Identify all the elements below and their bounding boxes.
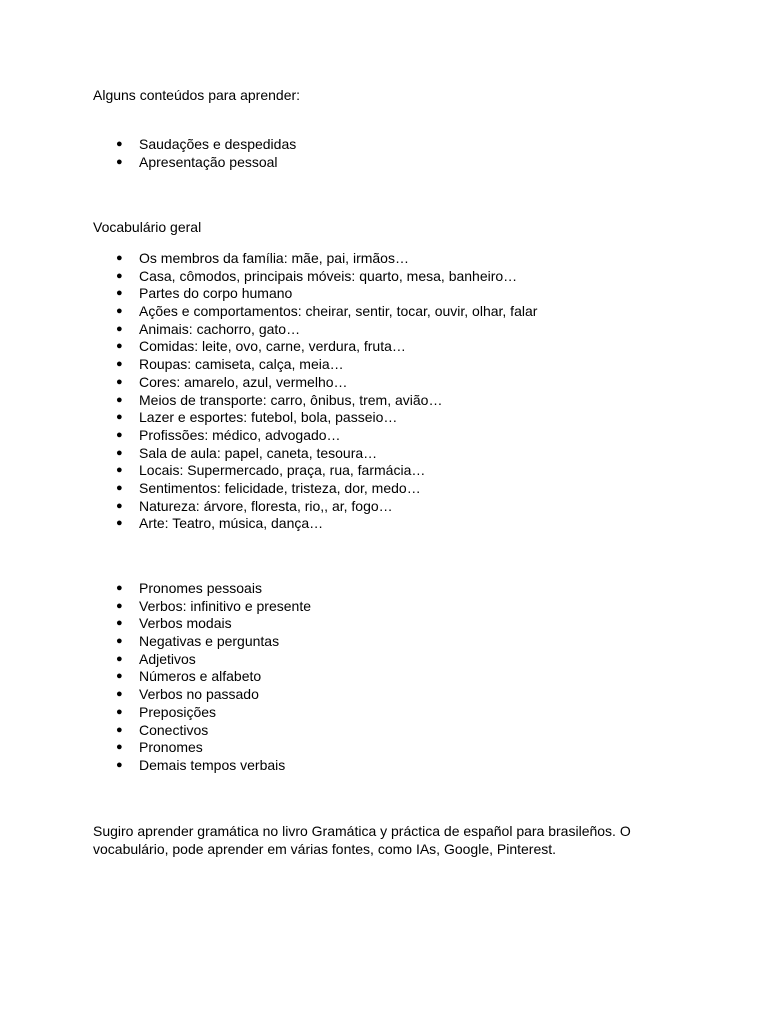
closing-paragraph: Sugiro aprender gramática no livro Gramática y práctica de español para brasileños. O vocabulário, pode aprender em várias fontes, como IAs, Google, Pinterest. [93, 823, 631, 857]
bullet-icon: ● [116, 138, 123, 150]
list-item [93, 668, 311, 686]
list-item-text: Saudações e despedidas [139, 136, 297, 152]
list-item-text: Verbos: infinitivo e presente [139, 597, 311, 614]
grammar-list [93, 580, 311, 775]
list-item-text: Locais: Supermercado, praça, rua, farmácia… [139, 462, 426, 479]
list-item-text: Verbos modais [139, 615, 232, 632]
list-item-text: Cores: amarelo, azul, vermelho… [139, 373, 348, 390]
bullet-icon: ● [116, 670, 123, 683]
list-item [93, 757, 311, 775]
list-item [93, 686, 311, 704]
bullet-icon: ● [116, 269, 123, 282]
list-item [93, 268, 537, 286]
list-item-text: Lazer e esportes: futebol, bola, passeio… [139, 409, 398, 426]
list-item-text: Verbos no passado [139, 686, 259, 703]
list-item-text: Meios de transporte: carro, ônibus, trem, avião… [139, 391, 443, 408]
list-item-text: Profissões: médico, advogado… [139, 426, 341, 443]
intro-text: Alguns conteúdos para aprender: [93, 87, 301, 103]
bullet-icon: ● [116, 287, 123, 300]
bullet-icon: ● [116, 582, 123, 594]
list-item [93, 462, 537, 480]
list-item-text: Os membros da família: mãe, pai, irmãos… [139, 250, 409, 266]
list-item-text: Animais: cachorro, gato… [139, 320, 301, 337]
bullet-icon: ● [116, 481, 123, 494]
list-item [93, 409, 537, 427]
bullet-icon: ● [116, 758, 123, 771]
bullet-icon: ● [116, 428, 123, 441]
list-item-text: Ações e comportamentos: cheirar, sentir, tocar, ouvir, olhar, falar [139, 303, 538, 320]
list-item-text: Sentimentos: felicidade, tristeza, dor, medo… [139, 479, 421, 496]
list-item-text: Partes do corpo humano [139, 285, 293, 302]
list-item [93, 356, 537, 374]
list-item [93, 615, 311, 633]
bullet-icon: ● [116, 599, 123, 612]
bullet-icon: ● [116, 705, 123, 718]
bullet-icon: ● [116, 635, 123, 648]
bullet-icon: ● [116, 375, 123, 388]
list-item [93, 427, 537, 445]
bullet-icon: ● [116, 688, 123, 701]
list-item [93, 338, 537, 356]
list-item-text: Comidas: leite, ovo, carne, verdura, fruta… [139, 338, 406, 355]
list-item-text: Pronomes [139, 739, 203, 756]
bullet-icon: ● [116, 652, 123, 665]
list-item-text: Preposições [139, 703, 217, 720]
list-item [93, 303, 537, 321]
bullet-icon: ● [116, 322, 123, 335]
bullet-icon: ● [116, 358, 123, 371]
bullet-icon: ● [116, 446, 123, 459]
list-item-text: Pronomes pessoais [139, 580, 262, 596]
list-item [93, 250, 537, 268]
list-item [93, 136, 296, 154]
list-item-text: Adjetivos [139, 650, 196, 667]
bullet-icon: ● [116, 393, 123, 406]
list-item [93, 392, 537, 410]
list-item [93, 480, 537, 498]
bullet-icon: ● [116, 305, 123, 318]
vocab-list [93, 250, 537, 533]
list-item-text: Demais tempos verbais [139, 756, 286, 773]
list-item [93, 651, 311, 669]
list-item [93, 445, 537, 463]
list-item [93, 154, 296, 172]
bullet-icon: ● [116, 155, 123, 168]
list-item [93, 374, 537, 392]
list-item [93, 633, 311, 651]
list-item-text: Arte: Teatro, música, dança… [139, 515, 324, 532]
list-item [93, 598, 311, 616]
bullet-icon: ● [116, 741, 123, 754]
list-item-text: Casa, cômodos, principais móveis: quarto, mesa, banheiro… [139, 267, 518, 284]
list-item [93, 722, 311, 740]
bullet-icon: ● [116, 517, 123, 530]
list-item [93, 515, 537, 533]
list-item-text: Conectivos [139, 721, 209, 738]
list-item [93, 321, 537, 339]
greetings-list [93, 136, 296, 171]
list-item [93, 498, 537, 516]
list-item-text: Números e alfabeto [139, 668, 262, 685]
list-item [93, 704, 311, 722]
list-item-text: Sala de aula: papel, caneta, tesoura… [139, 444, 378, 461]
bullet-icon: ● [116, 723, 123, 736]
bullet-icon: ● [116, 252, 123, 264]
list-item [93, 285, 537, 303]
list-item-text: Roupas: camiseta, calça, meia… [139, 356, 344, 373]
list-item-text: Apresentação pessoal [139, 153, 278, 170]
bullet-icon: ● [116, 617, 123, 630]
vocab-heading: Vocabulário geral [93, 219, 202, 235]
bullet-icon: ● [116, 499, 123, 512]
bullet-icon: ● [116, 340, 123, 353]
list-item-text: Negativas e perguntas [139, 633, 280, 650]
list-item-text: Natureza: árvore, floresta, rio,, ar, fogo… [139, 497, 393, 514]
bullet-icon: ● [116, 411, 123, 424]
list-item [93, 580, 311, 598]
bullet-icon: ● [116, 464, 123, 477]
list-item [93, 739, 311, 757]
